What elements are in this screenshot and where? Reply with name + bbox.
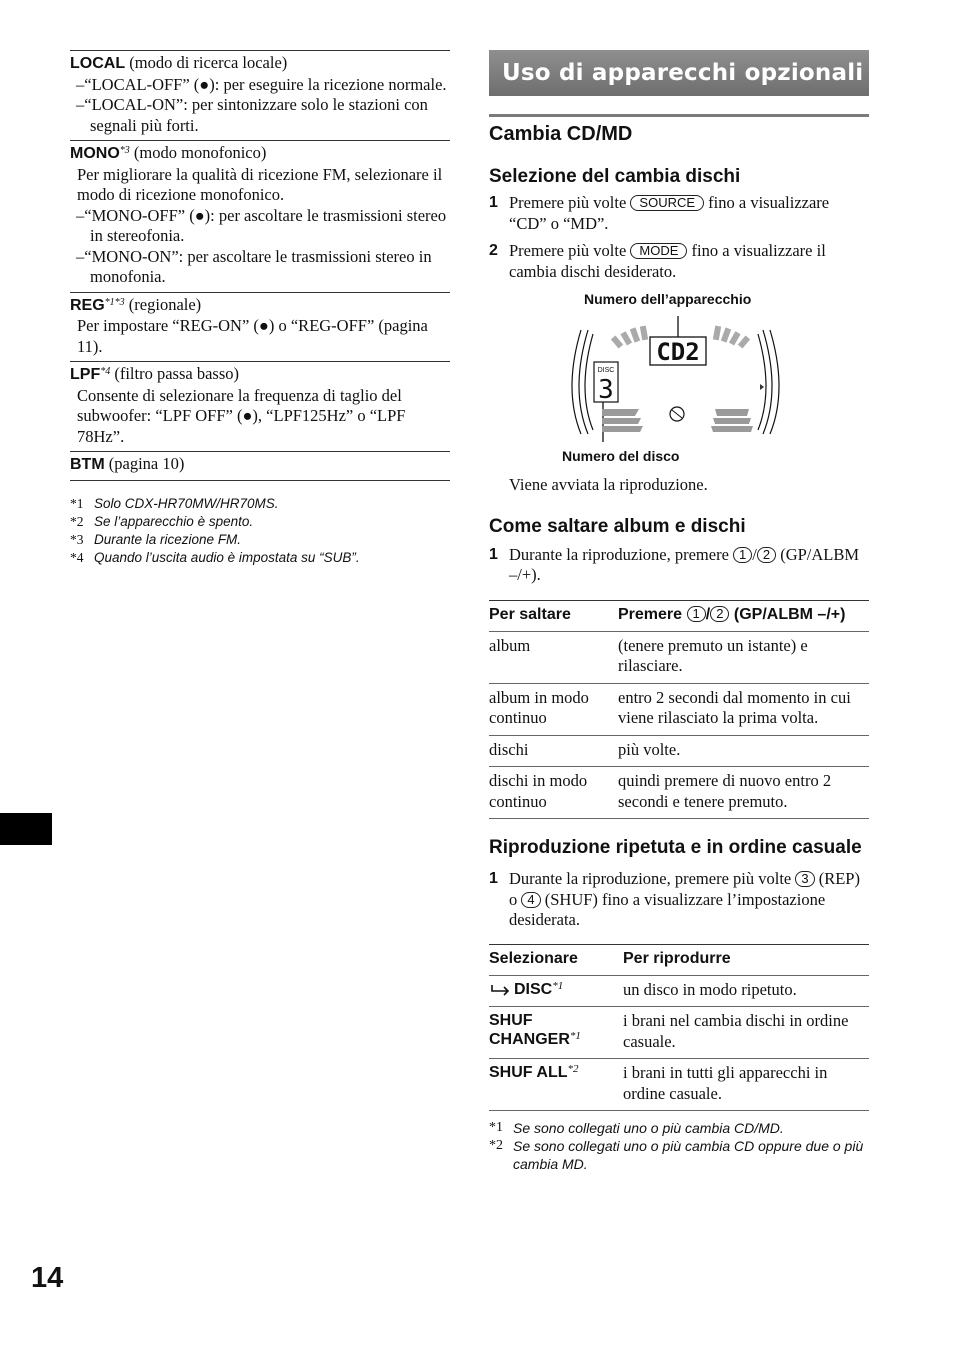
display-unit-number: CD2 <box>656 338 700 366</box>
banner-rule <box>489 114 869 117</box>
play-mode-table <box>489 944 869 1112</box>
footnote-text: Se l’apparecchio è spento. <box>94 513 254 529</box>
header-text: (GP/ALBM –/+) <box>729 605 846 623</box>
step-text: (SHUF) fino a visualizzare l’impostazione desiderata. <box>509 889 826 929</box>
footnotes <box>70 495 450 567</box>
table-header <box>618 600 869 631</box>
footnotes <box>489 1119 869 1173</box>
footnote-mark: *3 <box>70 531 84 547</box>
entry-bullet: –“MONO-OFF” (●): per ascoltare le trasmissioni stereo in stereofonia. <box>76 205 447 245</box>
footnote <box>489 1119 869 1137</box>
step-number: 1 <box>489 870 498 887</box>
footnote-mark: *1 <box>489 1120 503 1135</box>
table-cell: i brani nel cambia dischi in ordine casuale. <box>623 1007 869 1059</box>
table-header: Per riprodurre <box>623 944 869 975</box>
footnote-mark: *2 <box>70 513 84 529</box>
disc-label: DISC <box>597 367 615 374</box>
table-cell: un disco in modo ripetuto. <box>623 975 869 1007</box>
table-header-row <box>489 600 869 631</box>
figure-label-bottom: Numero del disco <box>562 448 680 464</box>
entry-footnote-ref: *4 <box>100 366 111 377</box>
figure-label-top: Numero dell’apparecchio <box>584 291 752 307</box>
key-4: 4 <box>521 892 540 908</box>
footnote <box>489 1137 869 1173</box>
table-cell: dischi in modo continuo <box>489 767 618 819</box>
table-header: Per saltare <box>489 600 618 631</box>
footnote-text: Se sono collegati uno o più cambia CD/MD. <box>513 1120 784 1136</box>
result-text: Viene avviata la riproduzione. <box>509 475 708 494</box>
entry-desc: (regionale) <box>124 294 202 314</box>
table-row <box>489 975 869 1007</box>
step <box>489 869 869 931</box>
step-text: Durante la riproduzione, premere <box>509 544 734 564</box>
step-text: (GP/ALBM –/+). <box>509 544 860 584</box>
table-row <box>489 683 869 735</box>
menu-entry-mono <box>70 140 450 292</box>
step-number: 1 <box>489 545 498 563</box>
step-text: Premere più volte <box>509 193 631 212</box>
entry-term: REG <box>70 296 105 314</box>
entry-bullet: –“LOCAL-OFF” (●): per eseguire la ricezione normale. <box>76 74 447 94</box>
entry-text: Consente di selezionare la frequenza di taglio del subwoofer: “LPF OFF” (●), “LPF125Hz” o “LPF 78Hz”. <box>77 385 406 446</box>
footnote-text: Durante la ricezione FM. <box>94 531 242 547</box>
mode-key: MODE <box>630 243 687 259</box>
entry-footnote-ref: *3 <box>119 145 130 156</box>
skip-table <box>489 600 869 820</box>
menu-entry-lpf <box>70 361 450 451</box>
subsection-title: Come saltare album e dischi <box>489 515 746 537</box>
step-text: (REP) o <box>509 869 860 909</box>
key-3: 3 <box>795 871 814 887</box>
step-text: Premere più volte <box>509 241 631 260</box>
table-header-row <box>489 944 869 975</box>
footnote-text: Solo CDX-HR70MW/HR70MS. <box>94 495 279 511</box>
table-cell <box>489 1059 623 1111</box>
footnote-mark: *4 <box>70 549 84 565</box>
entry-bullet: –“MONO-ON”: per ascoltare le trasmissioni stereo in monofonia. <box>76 246 432 286</box>
entry-desc: (pagina 10) <box>104 454 185 473</box>
footnote-ref: *1 <box>569 1030 581 1042</box>
entry-text: Per migliorare la qualità di ricezione FM, selezionare il modo di ricezione monofonico. <box>77 164 443 204</box>
key-1: 1 <box>733 547 752 563</box>
table-row <box>489 1059 869 1111</box>
source-key: SOURCE <box>630 195 704 211</box>
key-2: 2 <box>710 606 729 622</box>
step-number: 1 <box>489 194 498 211</box>
display-figure <box>489 290 869 474</box>
footnote <box>70 549 450 567</box>
menu-entry-reg <box>70 292 450 362</box>
key-2: 2 <box>757 547 776 563</box>
table-cell <box>489 975 623 1007</box>
header-text: / <box>705 605 711 623</box>
table-cell <box>489 1007 623 1059</box>
footnote <box>70 531 450 549</box>
entry-term: MONO <box>70 145 120 162</box>
footnote-text: Se sono collegati uno o più cambia CD oppure due o più cambia MD. <box>513 1138 864 1172</box>
entry-desc: (modo di ricerca locale) <box>125 53 288 72</box>
section-tab-marker <box>0 813 52 845</box>
subsection-title: Riproduzione ripetuta e in ordine casuale <box>489 837 862 858</box>
section-title: Cambia CD/MD <box>489 123 633 145</box>
table-cell: album in modo continuo <box>489 683 618 735</box>
table-header: Selezionare <box>489 944 623 975</box>
table-cell: album <box>489 631 618 683</box>
footnote-mark: *2 <box>489 1138 503 1153</box>
step-text: Durante la riproduzione, premere più volte <box>509 869 796 888</box>
chapter-banner: Uso di apparecchi opzionali <box>489 50 869 100</box>
menu-entry-local <box>70 50 450 140</box>
table-cell: entro 2 secondi dal momento in cui viene rilasciato la prima volta. <box>618 683 869 735</box>
table-cell: quindi premere di nuovo entro 2 secondi e tenere premuto. <box>618 767 869 819</box>
step-text: / <box>752 544 757 564</box>
table-row <box>489 767 869 819</box>
footnote-mark: *1 <box>70 495 84 511</box>
step <box>489 545 869 586</box>
entry-term: LPF <box>70 366 101 383</box>
page-number: 14 <box>31 1262 64 1294</box>
table-cell: più volte. <box>618 735 869 767</box>
repeat-icon <box>489 982 511 996</box>
table-row <box>489 631 869 683</box>
footnote-text: Quando l’uscita audio è impostata su “SUB”. <box>94 549 360 565</box>
header-text: Premere <box>618 605 687 623</box>
footnote-ref: *1 <box>552 979 564 992</box>
subsection-title: Selezione del cambia dischi <box>489 166 741 187</box>
display-illustration <box>489 290 869 474</box>
key-1: 1 <box>687 606 706 622</box>
step <box>489 193 869 234</box>
table-cell: i brani in tutti gli apparecchi in ordine casuale. <box>623 1059 869 1111</box>
menu-entry-btm <box>70 451 450 481</box>
setting-name: DISC <box>514 980 553 998</box>
entry-term: BTM <box>70 456 105 473</box>
table-row <box>489 735 869 767</box>
step <box>489 241 869 282</box>
entry-text: Per impostare “REG-ON” (●) o “REG-OFF” (pagina 11). <box>77 316 428 356</box>
entry-term: LOCAL <box>70 55 126 72</box>
table-cell: (tenere premuto un istante) e rilasciare. <box>618 631 869 683</box>
table-row <box>489 1007 869 1059</box>
entry-bullet: –“LOCAL-ON”: per sintonizzare solo le stazioni con segnali più forti. <box>76 95 428 135</box>
right-column <box>489 50 869 1173</box>
setting-name: SHUF ALL <box>489 1064 568 1081</box>
step-text: fino a visualizzare “CD” o “MD”. <box>509 193 830 233</box>
step-text: fino a visualizzare il cambia dischi desiderato. <box>509 241 826 281</box>
step-number: 2 <box>489 242 498 259</box>
table-cell: dischi <box>489 735 618 767</box>
entry-desc: (modo monofonico) <box>129 143 267 162</box>
entry-desc: (filtro passa basso) <box>110 364 239 383</box>
footnote <box>70 513 450 531</box>
footnote <box>70 495 450 513</box>
setting-name: SHUF CHANGER <box>489 1012 570 1048</box>
disc-number: 3 <box>598 375 614 405</box>
entry-footnote-ref: *1*3 <box>104 296 125 308</box>
left-column <box>70 50 450 567</box>
footnote-ref: *2 <box>567 1063 579 1075</box>
